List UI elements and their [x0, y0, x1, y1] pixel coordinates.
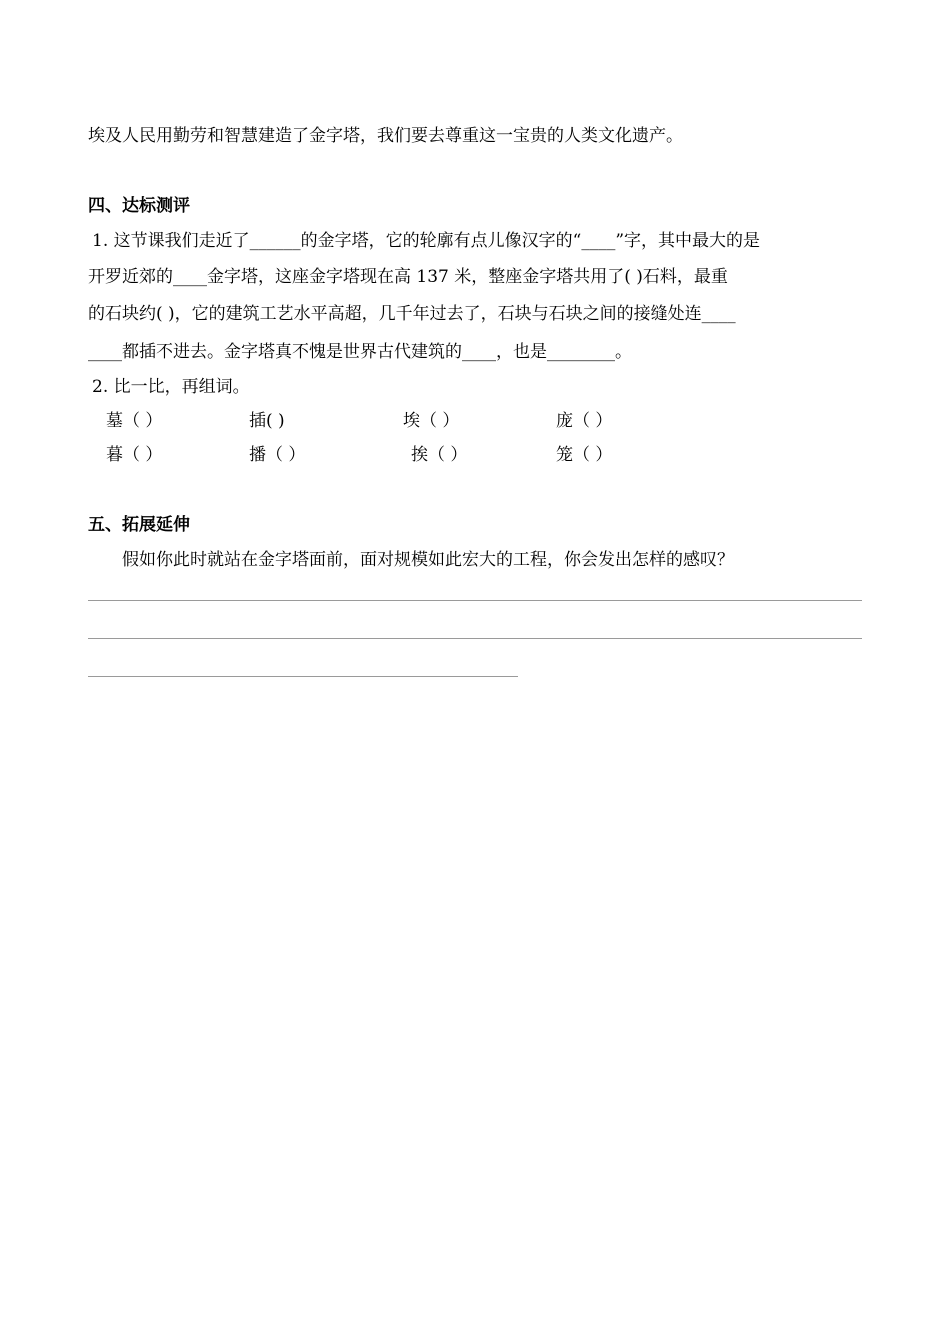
question-one-line-3: 的石块约( )，它的建筑工艺水平高超，几千年过去了，石块与石块之间的接缝处连____ — [88, 304, 736, 324]
word-compare-item: 埃（ ） — [403, 411, 460, 431]
intro-paragraph: 埃及人民用勤劳和智慧建造了金字塔，我们要去尊重这一宝贵的人类文化遗产。 — [88, 126, 683, 146]
question-one-line-1: 1. 这节课我们走近了______的金字塔，它的轮廓有点儿像汉字的“____”字，其中最大的是 — [92, 231, 761, 251]
question-one-line-4: ____都插不进去。金字塔真不愧是世界古代建筑的____，也是________。 — [88, 342, 632, 362]
word-compare-item: 挨（ ） — [411, 445, 468, 465]
word-compare-item: 庞（ ） — [556, 411, 613, 431]
word-compare-item: 墓（ ） — [106, 411, 163, 431]
section-four-heading: 四、达标测评 — [88, 196, 190, 216]
answer-line — [88, 676, 518, 677]
question-one-line-2: 开罗近郊的____金字塔，这座金字塔现在高 137 米，整座金字塔共用了( )石料，最重 — [88, 267, 728, 287]
word-compare-item: 笼（ ） — [556, 445, 613, 465]
word-compare-item: 播（ ） — [249, 445, 306, 465]
section-five-heading: 五、拓展延伸 — [88, 515, 190, 535]
extension-prompt: 假如你此时就站在金字塔面前，面对规模如此宏大的工程，你会发出怎样的感叹？ — [122, 550, 734, 570]
question-two-title: 2. 比一比，再组词。 — [92, 377, 250, 397]
answer-line — [88, 600, 862, 601]
word-compare-item: 暮（ ） — [106, 445, 163, 465]
answer-line — [88, 638, 862, 639]
word-compare-item: 插( ) — [249, 411, 285, 431]
